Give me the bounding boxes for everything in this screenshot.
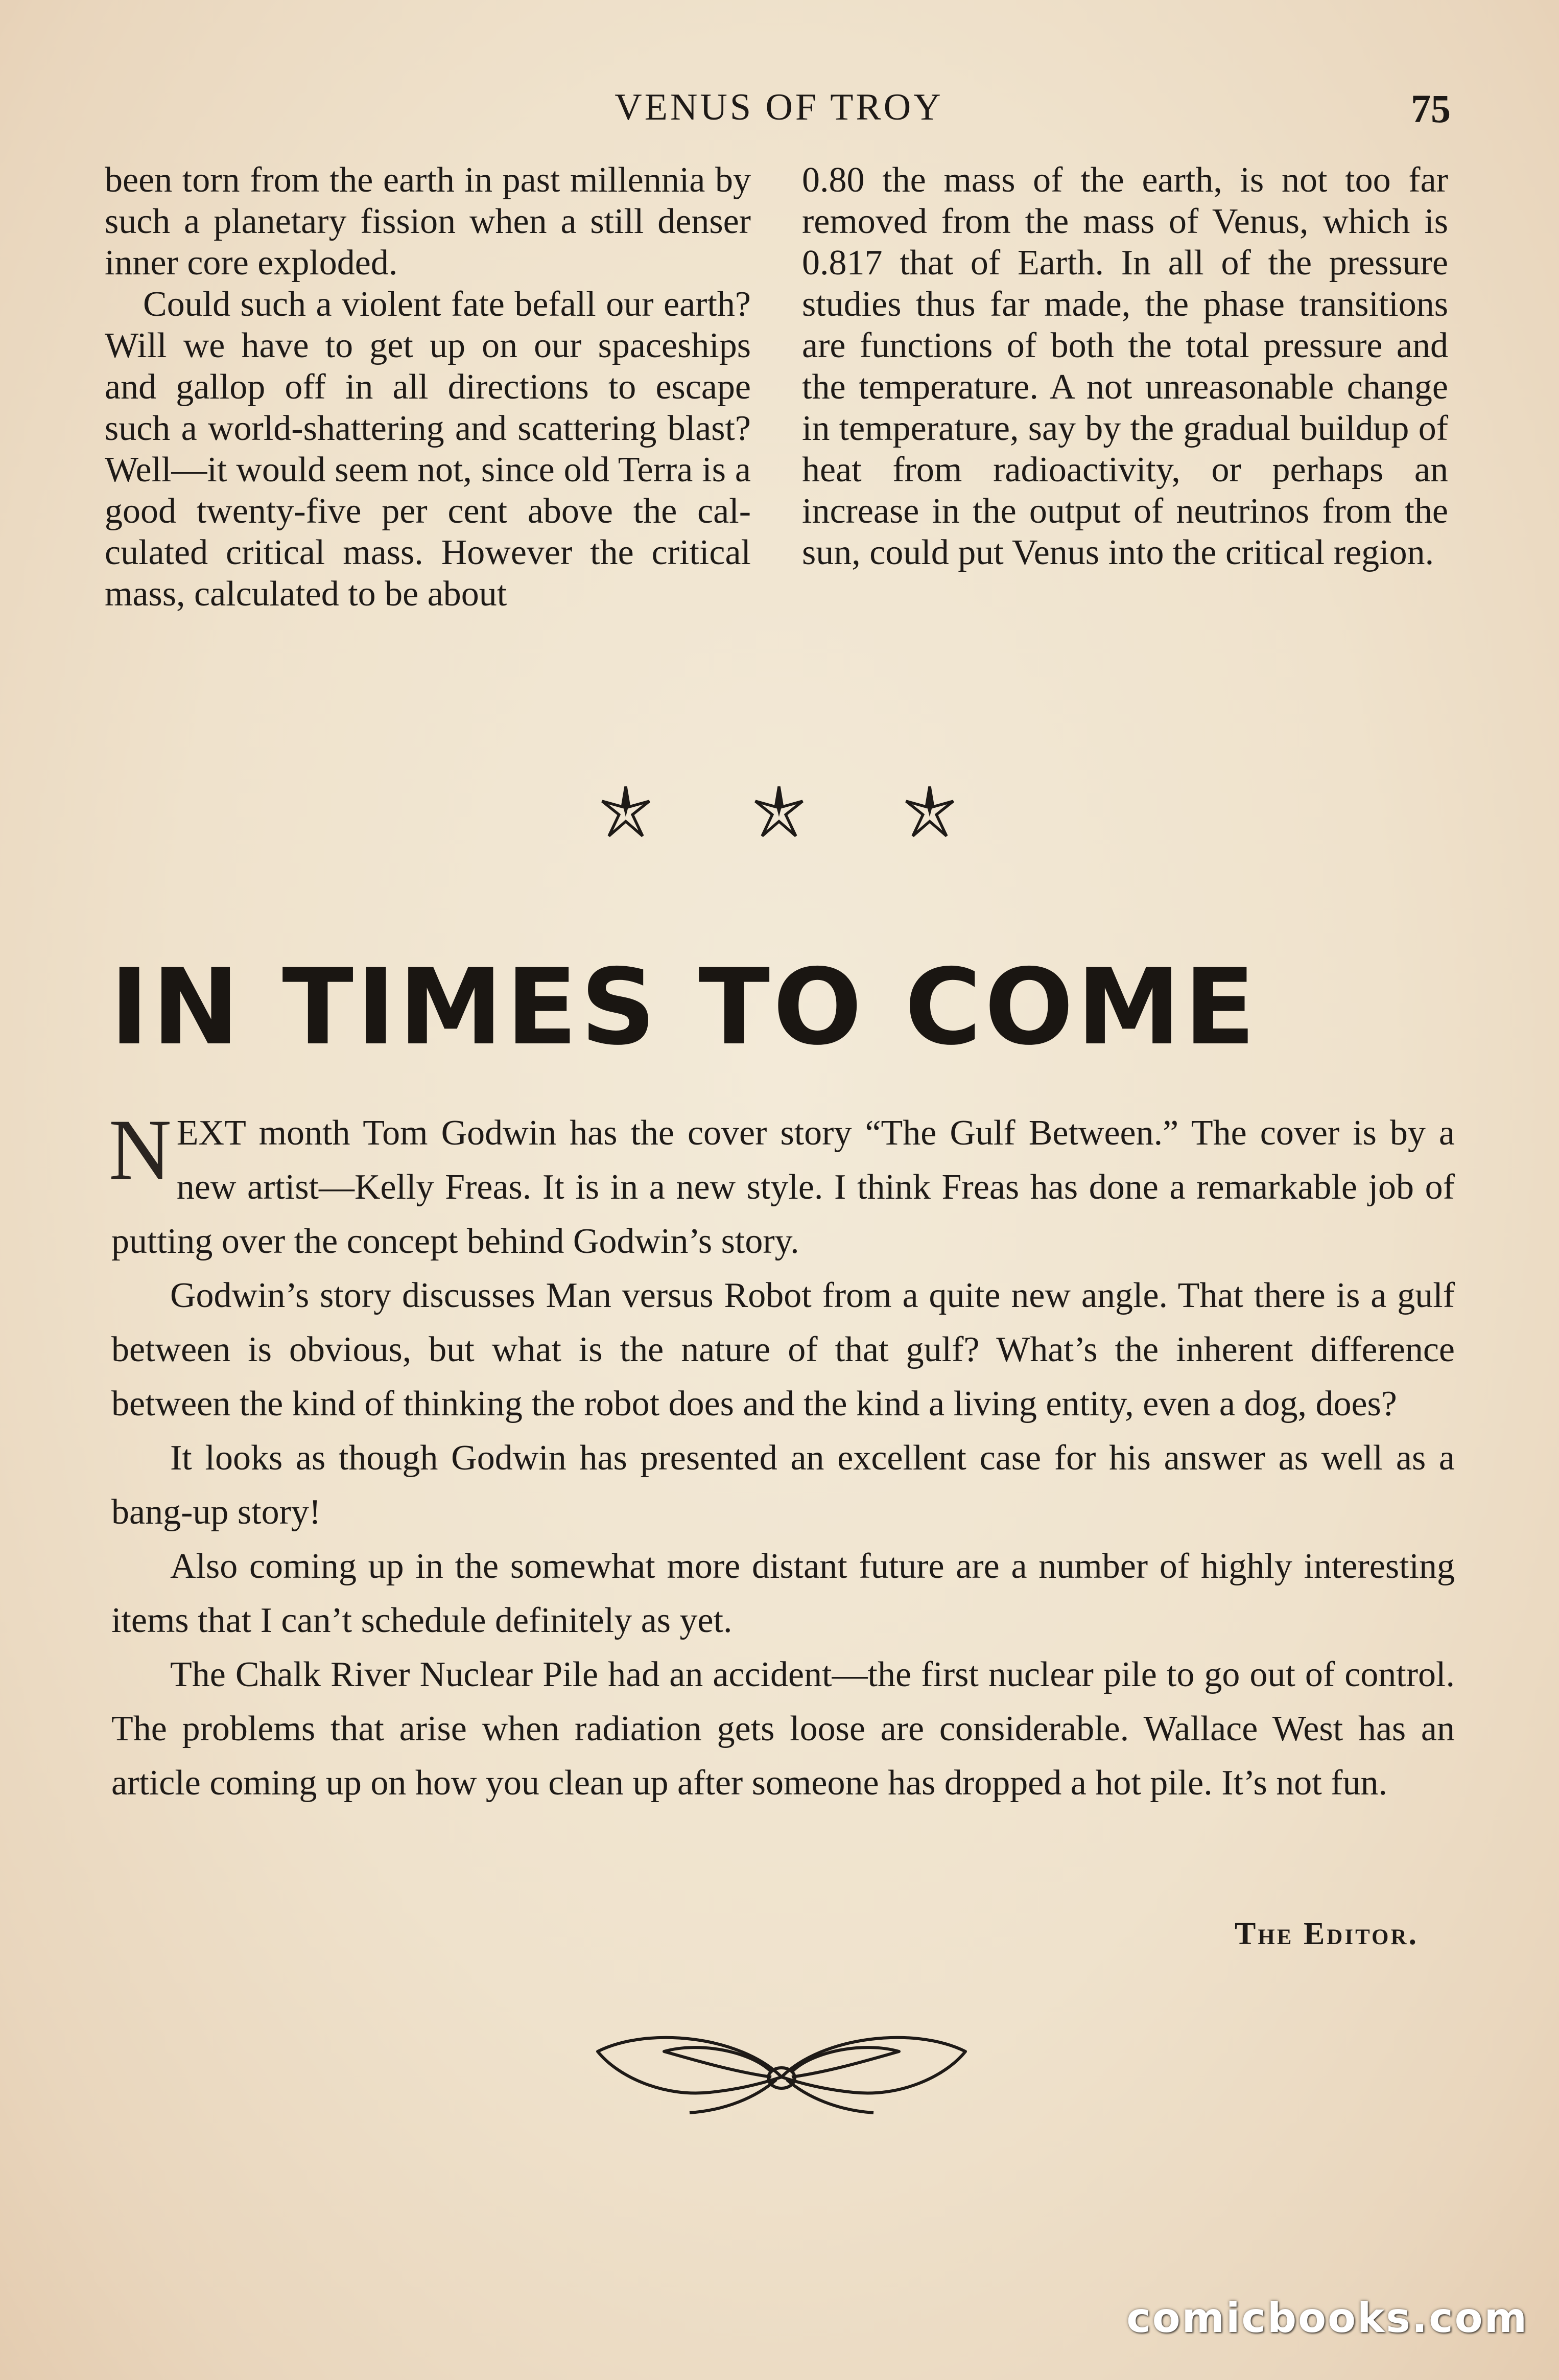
left-column-paragraph: been torn from the earth in past millennia by such a planetary fission when a still denser inner core exploded. [105,160,751,283]
editorial-paragraph: It looks as though Godwin has presented an excellent case for his answer as well as a bang-up story! [111,1438,1455,1532]
star-icon [751,784,807,841]
page-number: 75 [1411,86,1451,131]
star-icon [598,784,654,841]
editorial-paragraph: Also coming up in the somewhat more distant future are a number of highly interesting items that I can’t schedule definitely as yet. [111,1547,1455,1640]
editorial-paragraph [109,1102,1455,1269]
section-title: IN TIMES TO COME [110,947,1259,1068]
section-divider [598,784,965,851]
left-column-paragraph: Could such a violent fate befall our earth? Will we have to get up on our spaceships and gallop off in all directions to escape such a world-shattering and scattering blast? Well—it would seem not, since old Terra is a good twenty-five per cent above the calculated critical mass. However the critical mass, calculated to be about [105,285,751,614]
left-column [105,159,751,615]
first-paragraph-text: EXT month Tom Godwin has the cover story “The Gulf Between.” The cover is by a new artist—Kelly Freas. It is in a new style. I think Freas has done a remarkable job of putting over the concept behind Godwin’s story. [111,1113,1455,1261]
watermark: comicbooks.com [1126,2294,1528,2342]
running-title: VENUS OF TROY [615,86,943,128]
editorial-paragraph: Godwin’s story discusses Man versus Robot from a quite new angle. That there is a gulf between is obvious, but what is the nature of that gulf? What’s the inherent difference between the kind of thinking the robot does and the kind a living entity, even a dog, does? [111,1276,1455,1424]
right-column-paragraph: 0.80 the mass of the earth, is not too far removed from the mass of Venus, which is 0.817 that of Earth. In all of the pressure studies thus far made, the phase transitions are functions of both the total pressure and the temperature. A not unreasonable change in temperature, say by the gradual buildup of heat from radioactivity, or perhaps an increase in the output of neutrinos from the sun, could put Venus into the critical region. [802,160,1448,572]
drop-cap: N [109,1102,172,1198]
article-continuation [105,159,1451,675]
running-head [102,86,1456,137]
editorial-paragraph: The Chalk River Nuclear Pile had an accident—the first nuclear pile to go out of control. The problems that arise when radiation gets loose are considerable. Wallace West has an article coming up on how you clean up after someone has dropped a hot pile. It’s not fun. [111,1655,1455,1803]
editor-signature: The Editor. [1234,1917,1419,1951]
editorial-body [109,1102,1455,1810]
ribbon-bow-icon [587,2016,976,2118]
right-column [802,159,1448,573]
star-icon [902,784,958,841]
